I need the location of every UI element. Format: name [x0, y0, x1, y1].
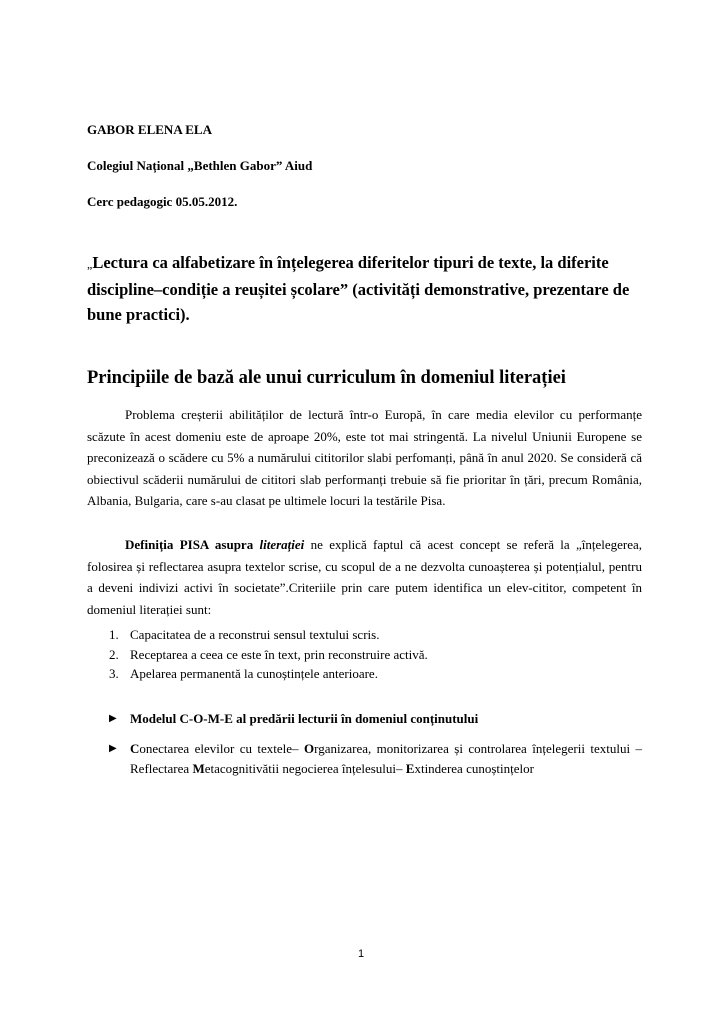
bullet-come-model — [109, 709, 642, 729]
school-name: Colegiul Național „Bethlen Gabor” Aiud — [87, 158, 313, 173]
section-heading: Principiile de bază ale unui curriculum în domeniul literației — [87, 368, 566, 388]
paragraph-pisa-definition — [87, 534, 642, 620]
list-item: 3. Apelarea permanentă la cunoștințele anterioare. — [109, 666, 378, 681]
literacy-term: literației — [259, 537, 305, 552]
list-item: 1. Capacitatea de a reconstrui sensul textului scris. — [109, 627, 380, 642]
arrow-bullet-icon: ▶ — [109, 743, 117, 754]
paragraph-1-text: Problema creșterii abilităților de lectură într-o Europă, în care media elevilor cu performanțe scăzute în acest domeniu este de aproape 20%, este tot mai stringentă. La nivelul Uniunii Europene se preconizează o scădere cu 5% a numărului cititorilor slabi perfomanți, până în anul 2020. Se consideră că obiectivul scăderii numărului de cititori slab performanți trebuie să fie prioritar în țări, precum România, Albania, Bulgaria, care s-au clasat pe ultimele locuri la testările Pisa. — [87, 407, 642, 508]
lesson-topic — [87, 250, 647, 327]
bullet-text: Conectarea elevilor cu textele– Organizarea, monitorizarea și controlarea înțelegerii textului – Reflectarea Metacognitivătii negocierea înțelesului– Extinderea cunoștințelor — [130, 741, 642, 776]
page-number: 1 — [358, 948, 365, 960]
paragraph-problem — [87, 404, 642, 512]
pisa-definition-text: ne explică faptul că acest concept se referă la „înțelegerea, folosirea și reflectarea asupra textelor scrise, cu scopul de a ne dezvolta cunoașterea și potențialul, pentru a deveni indivizi activi în societate”.Criteriile prin care putem identifica un elev-cititor, competent în domeniul literației sunt: — [87, 537, 643, 617]
list-item: 2. Receptarea a ceea ce este în text, prin reconstruire activă. — [109, 646, 428, 662]
topic-text: Lectura ca alfabetizare în înțelegerea diferitelor tipuri de texte, la diferite discipline–condiție a reușitei școlare” (activități demonstrative, prezentare de bune practici). — [87, 253, 630, 324]
bullet-text: Modelul C-O-M-E al predării lecturii în domeniul conținutului — [130, 711, 479, 726]
event-date: Cerc pedagogic 05.05.2012. — [87, 194, 238, 209]
arrow-bullet-icon: ▶ — [109, 713, 117, 724]
bullet-come-steps — [109, 739, 642, 778]
pisa-lead: Definiția PISA asupra — [125, 537, 254, 552]
topic-open-quote: „ — [87, 257, 93, 271]
criteria-list — [109, 625, 428, 684]
author-name: GABOR ELENA ELA — [87, 122, 212, 137]
